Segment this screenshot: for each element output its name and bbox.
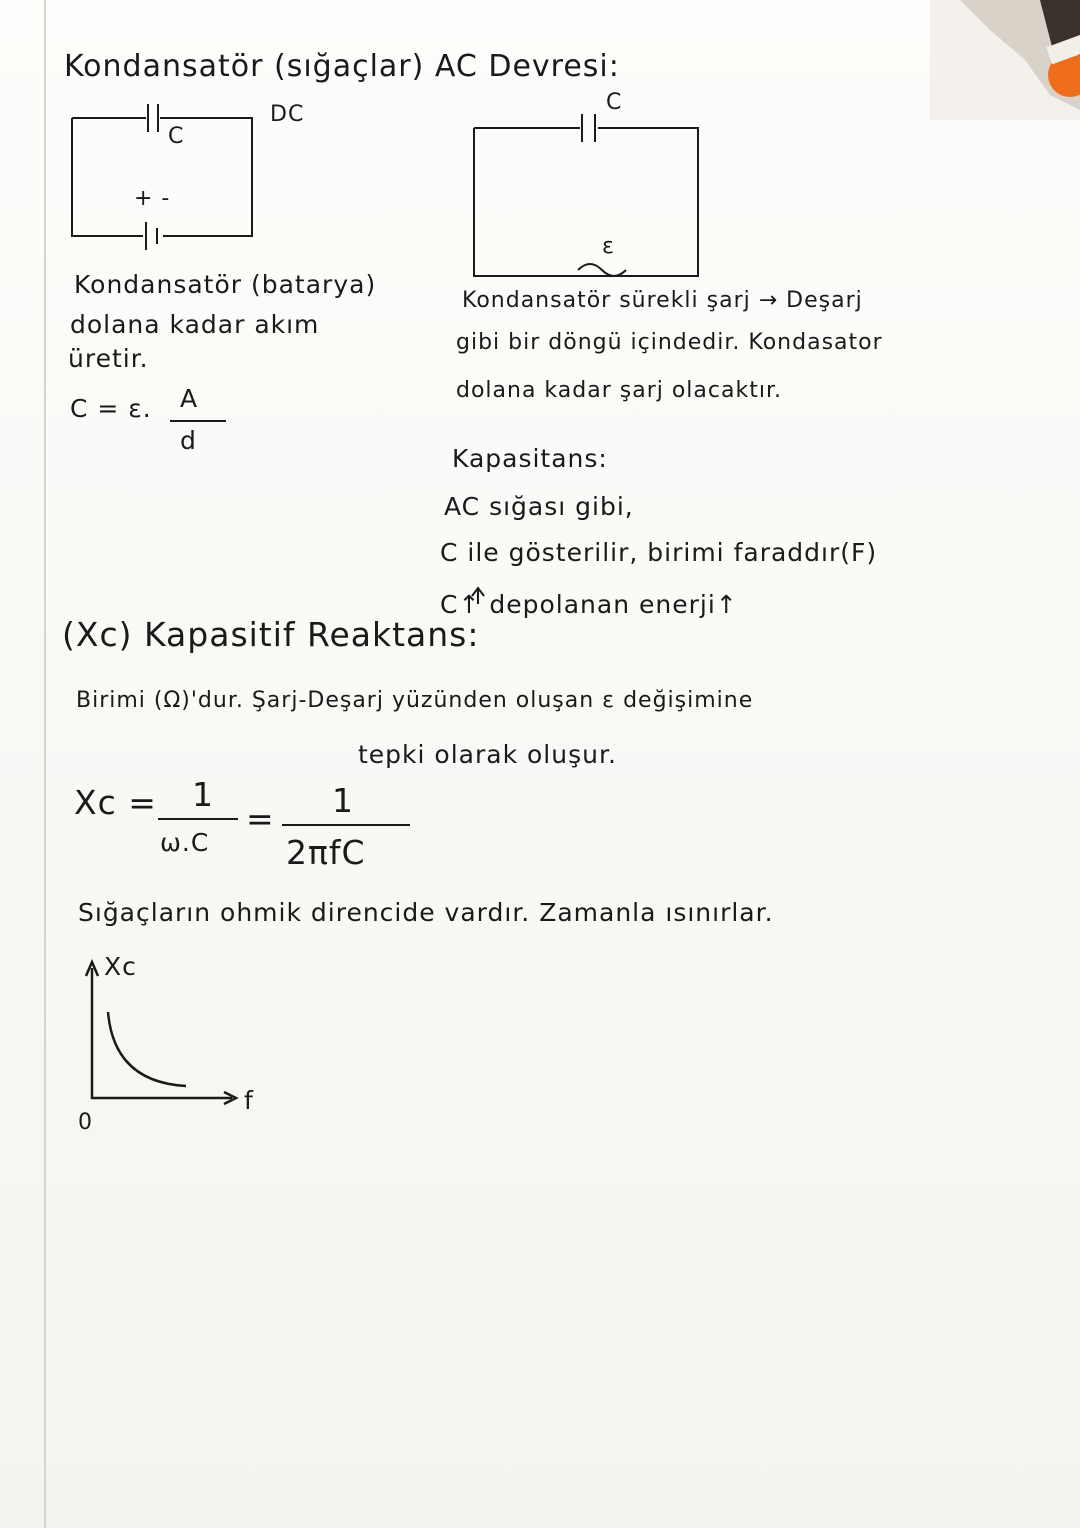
- dc-circuit-diagram: [72, 104, 252, 250]
- ac-desc-line2: gibi bir döngü içindedir. Kondasator: [456, 330, 883, 355]
- ac-source-label: ε: [602, 234, 615, 259]
- graph-x-label: f: [244, 1086, 254, 1115]
- reactance-fraction1-bar: [158, 818, 238, 820]
- capacitance-line3: C↑ depolanan enerji↑: [440, 590, 738, 619]
- ac-desc-line3: dolana kadar şarj olacaktır.: [456, 378, 782, 403]
- ac-cap-label: C: [606, 90, 623, 115]
- dc-cap-label: C: [168, 124, 185, 149]
- reactance-fraction1-numerator: 1: [192, 775, 214, 814]
- dc-caption-line3: üretir.: [68, 344, 149, 373]
- reactance-heading: (Xc) Kapasitif Reaktans:: [62, 615, 480, 654]
- capacitance-line2: C ile gösterilir, birimi faraddır(F): [440, 538, 878, 567]
- reactance-fraction2-bar: [282, 824, 410, 826]
- capacitance-line1: AC sığası gibi,: [444, 492, 634, 521]
- capacitance-formula-lhs: C = ε.: [70, 394, 152, 423]
- dc-caption-line1: Kondansatör (batarya): [74, 270, 377, 299]
- ac-circuit-diagram: [474, 114, 698, 276]
- dc-label: DC: [270, 102, 305, 127]
- dc-caption-line2: dolana kadar akım: [70, 310, 320, 339]
- capacitance-heading: Kapasitans:: [452, 444, 608, 473]
- page-title: Kondansatör (sığaçlar) AC Devresi:: [64, 49, 620, 84]
- reactance-fraction2-numerator: 1: [332, 781, 354, 820]
- reactance-fraction2-denominator: 2πfC: [286, 833, 366, 872]
- reactance-formula-equals: =: [246, 799, 275, 838]
- ohmic-resistance-note: Sığaçların ohmik direncide vardır. Zamanla ısınırlar.: [78, 898, 774, 927]
- reactance-fraction1-denominator: ω.C: [160, 828, 210, 857]
- reactance-line2: tepki olarak oluşur.: [358, 740, 617, 769]
- reactance-graph: [86, 962, 236, 1104]
- graph-y-label: Xc: [104, 952, 137, 981]
- capacitance-formula-numerator: A: [180, 384, 199, 413]
- ac-desc-line1: Kondansatör sürekli şarj → Deşarj: [462, 288, 863, 313]
- capacitance-formula-denominator: d: [180, 426, 197, 455]
- reactance-line1: Birimi (Ω)'dur. Şarj-Deşarj yüzünden oluşan ε değişimine: [76, 688, 754, 713]
- capacitance-fraction-bar: [170, 420, 226, 422]
- battery-polarity: + -: [134, 186, 171, 211]
- reactance-formula-lhs: Xc =: [74, 783, 157, 822]
- graph-origin-label: 0: [78, 1110, 93, 1135]
